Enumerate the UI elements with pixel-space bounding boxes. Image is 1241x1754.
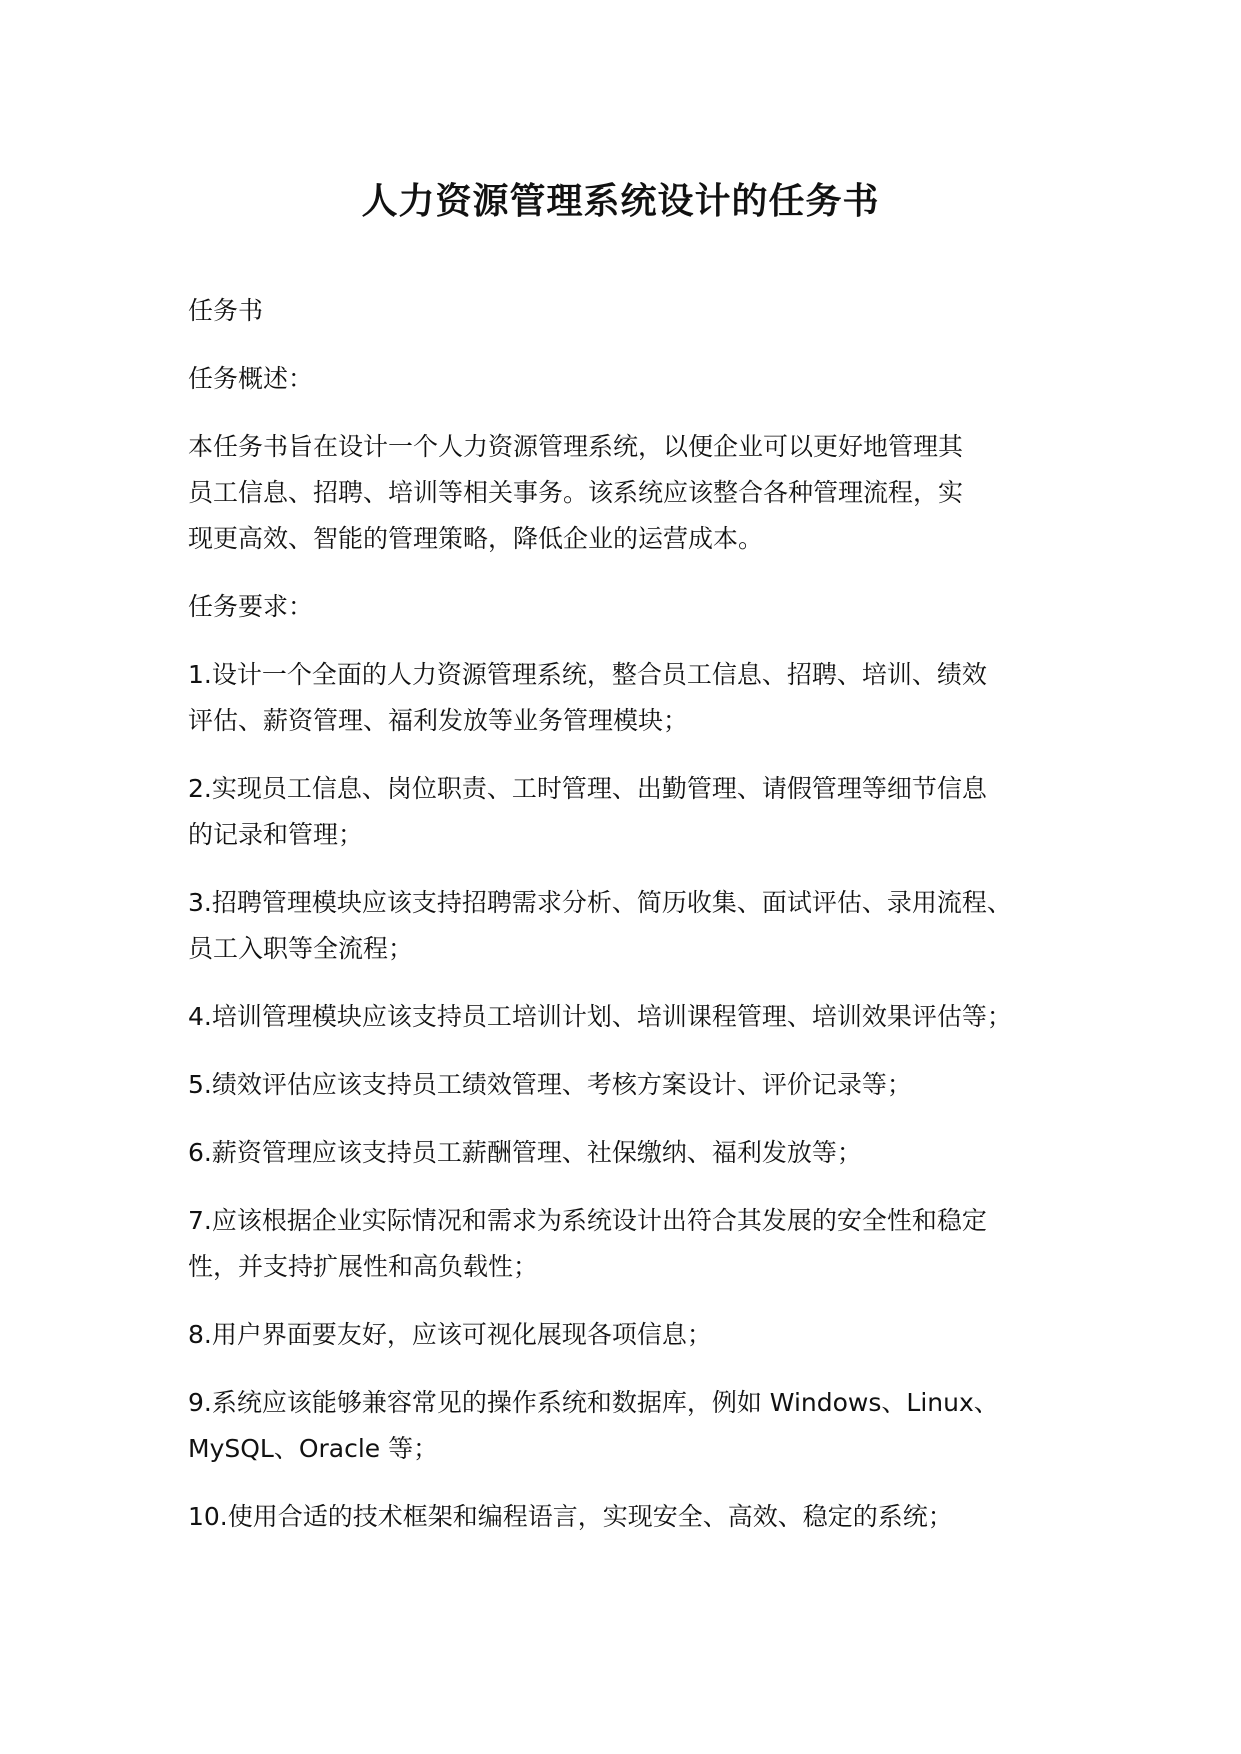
paragraph-line: 7.应该根据企业实际情况和需求为系统设计出符合其发展的安全性和稳定 [188,1206,987,1235]
paragraph-line: 2.实现员工信息、岗位职责、工时管理、出勤管理、请假管理等细节信息 [188,774,987,803]
requirement-item-8 [188,1312,1088,1358]
requirement-item-10 [188,1494,1088,1540]
paragraph-line: 10.使用合适的技术框架和编程语言，实现安全、高效、稳定的系统； [188,1502,953,1531]
paragraph-line: 4.培训管理模块应该支持员工培训计划、培训课程管理、培训效果评估等； [188,1002,1012,1031]
paragraph-heading-overview [188,356,1088,402]
paragraph-heading-task-book [188,288,1088,334]
requirement-item-9 [188,1380,1088,1472]
paragraph-line: 的记录和管理； [188,820,364,849]
paragraph-heading-requirements [188,584,1088,630]
paragraph-line: 任务概述： [188,364,314,393]
paragraph-line: 性，并支持扩展性和高负载性； [188,1252,539,1281]
paragraph-line: 评估、薪资管理、福利发放等业务管理模块； [188,706,689,735]
paragraph-line: 任务要求： [188,592,314,621]
paragraph-line: 本任务书旨在设计一个人力资源管理系统，以便企业可以更好地管理其 [188,432,964,461]
paragraph-line: 现更高效、智能的管理策略，降低企业的运营成本。 [188,524,764,553]
paragraph-line: 员工信息、招聘、培训等相关事务。该系统应该整合各种管理流程，实 [188,478,964,507]
document-body [188,288,1088,1562]
paragraph-line: 5.绩效评估应该支持员工绩效管理、考核方案设计、评价记录等； [188,1070,912,1099]
paragraph-line: 员工入职等全流程； [188,934,414,963]
paragraph-line: 3.招聘管理模块应该支持招聘需求分析、简历收集、面试评估、录用流程、 [188,888,1012,917]
requirement-item-5 [188,1062,1088,1108]
paragraph-line: 9.系统应该能够兼容常见的操作系统和数据库，例如 Windows、Linux、 [188,1388,999,1417]
requirement-item-6 [188,1130,1088,1176]
requirement-item-4 [188,994,1088,1040]
requirement-item-3 [188,880,1088,972]
paragraph-line: 8.用户界面要友好，应该可视化展现各项信息； [188,1320,712,1349]
requirement-item-7 [188,1198,1088,1290]
paragraph-line: 6.薪资管理应该支持员工薪酬管理、社保缴纳、福利发放等； [188,1138,862,1167]
paragraph-overview [188,424,1088,562]
paragraph-line: MySQL、Oracle 等； [188,1434,439,1463]
document-title: 人力资源管理系统设计的任务书 [361,181,880,222]
requirement-item-2 [188,766,1088,858]
paragraph-line: 任务书 [188,296,264,325]
requirement-item-1 [188,652,1088,744]
paragraph-line: 1.设计一个全面的人力资源管理系统，整合员工信息、招聘、培训、绩效 [188,660,987,689]
